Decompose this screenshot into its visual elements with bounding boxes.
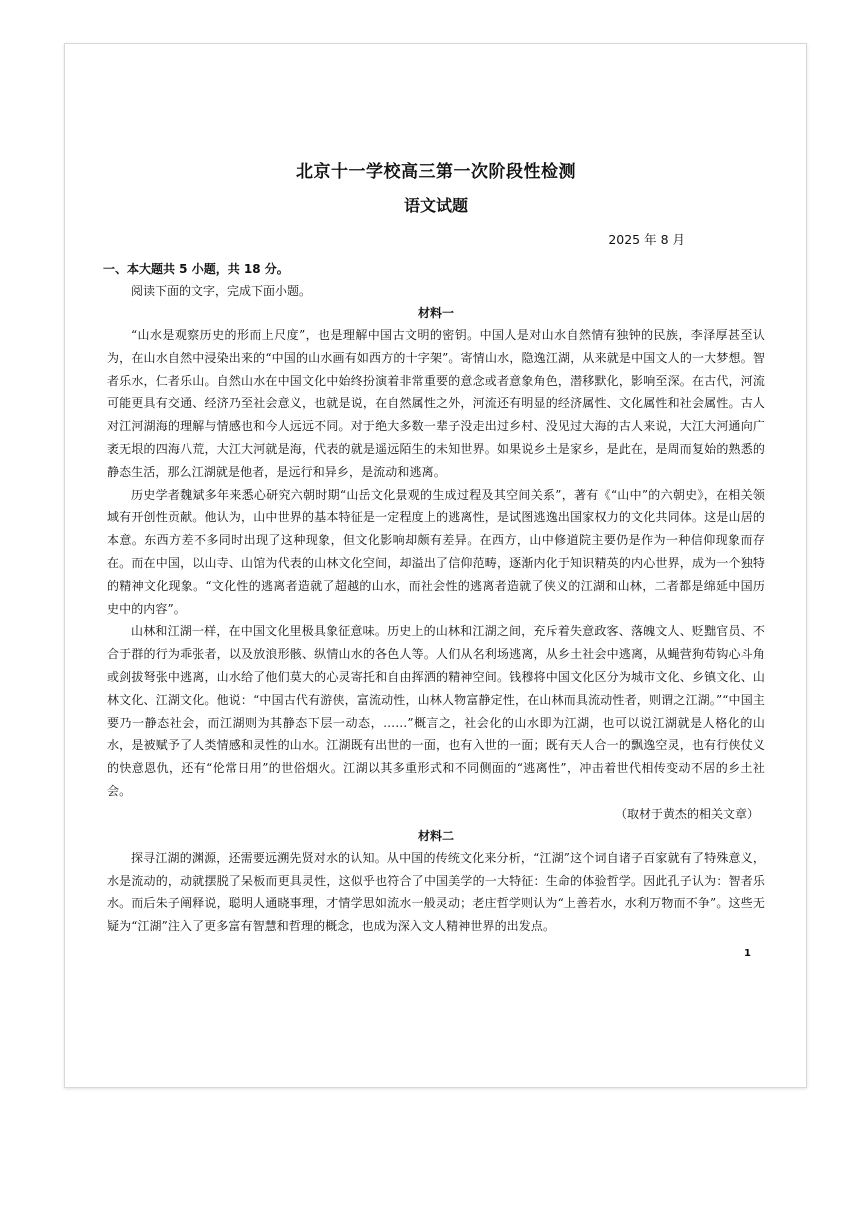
- section-heading: 一、本大题共 5 小题，共 18 分。: [103, 262, 289, 276]
- material-one-label: 材料一: [417, 306, 454, 320]
- page-number: 1: [744, 948, 751, 959]
- material-two-label: 材料二: [417, 828, 454, 843]
- material-one-paragraph: 历史学者魏斌多年来悉心研究六朝时期“山岳文化景观的生成过程及其空间关系”，著有《“山中”的六朝史》，在相关领域有开创性贡献。他认为，山中世界的基本特征是一定程度上的逃离性，是试图逃逸出国家权力的文化共同体。这是山居的本意。东西方差不多同时出现了这种现象，但文化影响却颇有差异。在西方，山中修道院主要仍是作为一种信仰现象而存在。而在中国，以山寺、山馆为代表的山林文化空间，却溢出了信仰范畴，逐渐内化于知识精英的内心世界，成为一个独特的精神文化现象。“文化性的逃离者造就了超越的山水，而社会性的逃离者造就了侠义的江湖和山林，二者都是绵延中国历史中的内容”。: [107, 487, 765, 616]
- reading-instruction: 阅读下面的文字，完成下面小题。: [131, 284, 312, 298]
- page-content: [103, 154, 765, 938]
- exam-title: 北京十一学校高三第一次阶段性检测: [296, 162, 576, 182]
- material-one-paragraph: 山林和江湖一样，在中国文化里极具象征意味。历史上的山林和江湖之间，充斥着失意政客、落魄文人、贬黜官员、不合于群的行为乖张者，以及放浪形骸、纵情山水的各色人等。人们从名利场逃离，从乡土社会中逃离，从蝇营狗苟钩心斗角或剑拔弩张中逃离，山水给了他们莫大的心灵寄托和自由挥洒的精神空间。钱穆将中国文化区分为城市文化、乡镇文化、山林文化、江湖文化。他说：“中国古代有游侠，富流动性，山林人物富静定性，在山林而具流动性者，则谓之江湖。”“中国主要乃一静态社会，而江湖则为其静态下层一动态，……”概言之，社会化的山水即为江湖，也可以说江湖就是人格化的山水，是被赋予了人类情感和灵性的山水。江湖既有出世的一面，也有入世的一面；既有天人合一的飘逸空灵，也有行侠仗义的快意恩仇，还有“伦常日用”的世俗烟火。江湖以其多重形式和不同侧面的“逃离性”，冲击着世代相传变动不居的乡土社会。: [107, 624, 765, 798]
- material-one-paragraph: “山水是观察历史的形而上尺度”，也是理解中国古文明的密钥。中国人是对山水自然情有独钟的民族，李泽厚甚至认为，在山水自然中浸染出来的“中国的山水画有如西方的十字架”。寄情山水，隐逸江湖，从来就是中国文人的一大梦想。智者乐水，仁者乐山。自然山水在中国文化中始终扮演着非常重要的意念或者意象角色，潜移默化，影响至深。在古代，河流可能更具有交通、经济乃至社会意义，也就是说，在自然属性之外，河流还有明显的经济属性、文化属性和社会属性。古人对江河湖海的理解与情感也和今人远远不同。对于绝大多数一辈子没走出过乡村、没见过大海的古人来说，大江大河通向广袤无垠的四海八荒，大江大河就是海，代表的就是遥远陌生的未知世界。如果说乡土是家乡，是此在，是周而复始的熟悉的静态生活，那么江湖就是他者，是远行和异乡，是流动和逃离。: [107, 328, 765, 479]
- document-page: [64, 43, 807, 1088]
- material-two-paragraph: 探寻江湖的渊源，还需要远溯先贤对水的认知。从中国的传统文化来分析，“江湖”这个词自诸子百家就有了特殊意义，水是流动的，动就摆脱了呆板而更具灵性，这似乎也符合了中国美学的一大特征：生命的体验哲学。因此孔子认为：智者乐水。而后朱子阐释说，聪明人通晓事理，才情学思如流水一般灵动；老庄哲学则认为“上善若水，水利万物而不争”。这些无疑为“江湖”注入了更多富有智慧和哲理的概念，也成为深入文人精神世界的出发点。: [107, 850, 765, 934]
- exam-date: 2025 年 8 月: [608, 232, 685, 247]
- exam-subtitle: 语文试题: [403, 196, 468, 215]
- material-one-source: （取材于黄杰的相关文章）: [614, 806, 759, 821]
